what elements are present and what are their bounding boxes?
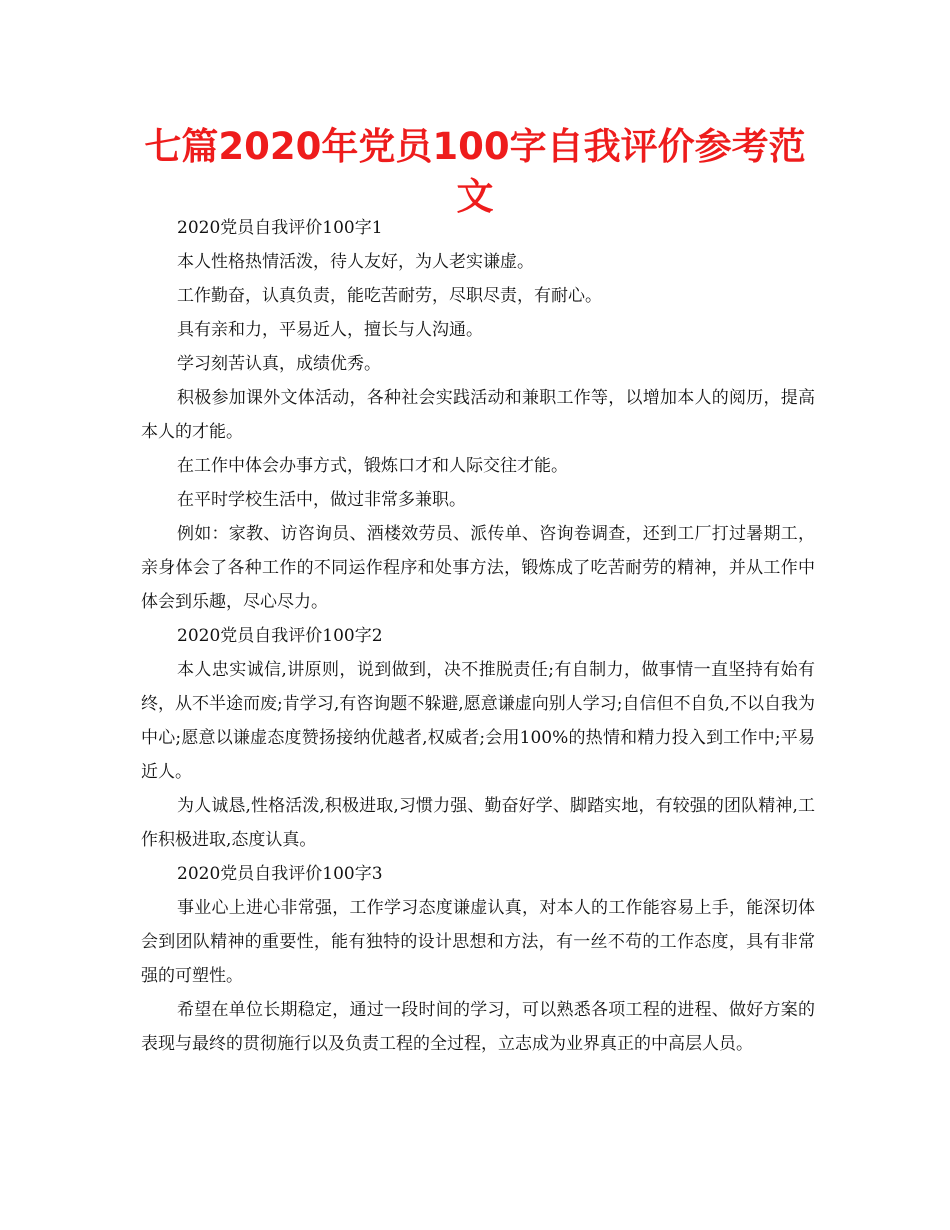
paragraph: 学习刻苦认真，成绩优秀。	[177, 354, 381, 374]
paragraph: 具有亲和力，平易近人，擅长与人沟通。	[177, 320, 483, 340]
paragraph: 本人忠实诚信,讲原则，说到做到，决不推脱责任;有自制力，做事情一直坚持有始有终，从不半途而废;肯学习,有咨询题不躲避,愿意谦虚向别人学习;自信但不自负,不以自我为中心;愿意以谦虚态度赞扬接纳优越者,权威者;会用100%的热情和精力投入到工作中;平易近人。	[141, 660, 815, 782]
document-title: 七篇2020年党员100字自我评价参考范文	[144, 125, 806, 218]
document-body	[141, 211, 815, 1061]
paragraph: 希望在单位长期稳定，通过一段时间的学习，可以熟悉各项工程的进程、做好方案的表现与最终的贯彻施行以及负责工程的全过程，立志成为业界真正的中高层人员。	[141, 1000, 815, 1054]
paragraph: 2020党员自我评价100字3	[177, 864, 383, 884]
paragraph: 积极参加课外文体活动，各种社会实践活动和兼职工作等，以增加本人的阅历，提高本人的才能。	[141, 388, 815, 442]
paragraph: 为人诚恳,性格活泼,积极进取,习惯力强、勤奋好学、脚踏实地，有较强的团队精神,工作积极进取,态度认真。	[141, 796, 815, 850]
paragraph: 工作勤奋，认真负责，能吃苦耐劳，尽职尽责，有耐心。	[177, 286, 602, 306]
paragraph: 事业心上进心非常强，工作学习态度谦虚认真，对本人的工作能容易上手，能深切体会到团队精神的重要性，能有独特的设计思想和方法，有一丝不苟的工作态度，具有非常强的可塑性。	[141, 898, 815, 986]
paragraph: 2020党员自我评价100字1	[177, 218, 383, 238]
paragraph: 例如：家教、访咨询员、酒楼效劳员、派传单、咨询卷调查，还到工厂打过暑期工，亲身体会了各种工作的不同运作程序和处事方法，锻炼成了吃苦耐劳的精神，并从工作中体会到乐趣，尽心尽力。	[141, 524, 815, 612]
paragraph: 2020党员自我评价100字2	[177, 626, 383, 646]
paragraph: 在平时学校生活中，做过非常多兼职。	[177, 490, 466, 510]
paragraph: 本人性格热情活泼，待人友好，为人老实谦虚。	[177, 252, 534, 272]
paragraph: 在工作中体会办事方式，锻炼口才和人际交往才能。	[177, 456, 568, 476]
